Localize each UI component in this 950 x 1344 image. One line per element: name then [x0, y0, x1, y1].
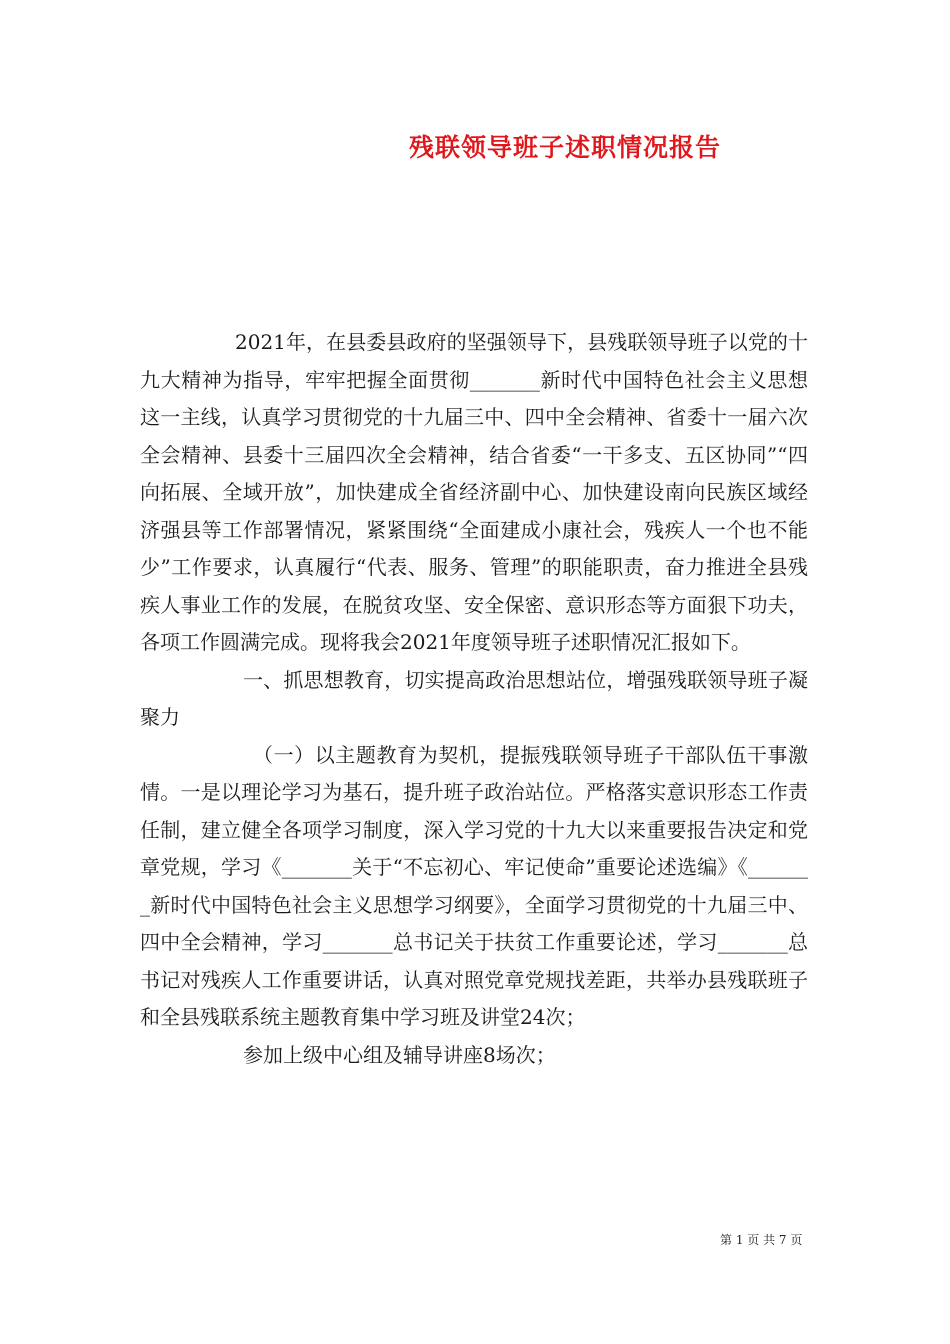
paragraph-subsection-1: （一）以主题教育为契机，提振残联领导班子干部队伍干事激情。一是以理论学习为基石，提升班子政治站位。严格落实意识形态工作责任制，建立健全各项学习制度，深入学习党的十九大以来重要报告决定和党章党规，学习《_______关于“不忘初心、牢记使命”重要论述选编》《_______新时代中国特色社会主义思想学习纲要》，全面学习贯彻党的十九届三中、四中全会精神，学习_______总书记关于扶贫工作重要论述，学习_______总书记对残疾人工作重要讲话，认真对照党章党规找差距，共举办县残联班子和全县残联系统主题教育集中学习班及讲堂24次； [140, 742, 808, 1029]
paragraph-continuation: 参加上级中心组及辅导讲座8场次； [243, 1042, 556, 1067]
page-number: 第 1 页 共 7 页 [720, 1233, 803, 1247]
section-heading-1: 一、抓思想教育，切实提高政治思想站位，增强残联领导班子凝聚力 [140, 667, 808, 729]
paragraph-intro: 2021年，在县委县政府的坚强领导下，县残联领导班子以党的十九大精神为指导，牢牢把握全面贯彻_______新时代中国特色社会主义思想这一主线，认真学习贯彻党的十九届三中、四中全会精神、省委十一届六次全会精神、县委十三届四次全会精神，结合省委“一干多支、五区协同”“四向拓展、全域开放”，加快建成全省经济副中心、加快建设南向民族区域经济强县等工作部署情况，紧紧围绕“全面建成小康社会，残疾人一个也不能少”工作要求，认真履行“代表、服务、管理”的职能职责，奋力推进全县残疾人事业工作的发展，在脱贫攻坚、安全保密、意识形态等方面狠下功夫，各项工作圆满完成。现将我会2021年度领导班子述职情况汇报如下。 [140, 330, 808, 654]
document-body [140, 324, 808, 1074]
document-title: 残联领导班子述职情况报告 [408, 133, 721, 162]
